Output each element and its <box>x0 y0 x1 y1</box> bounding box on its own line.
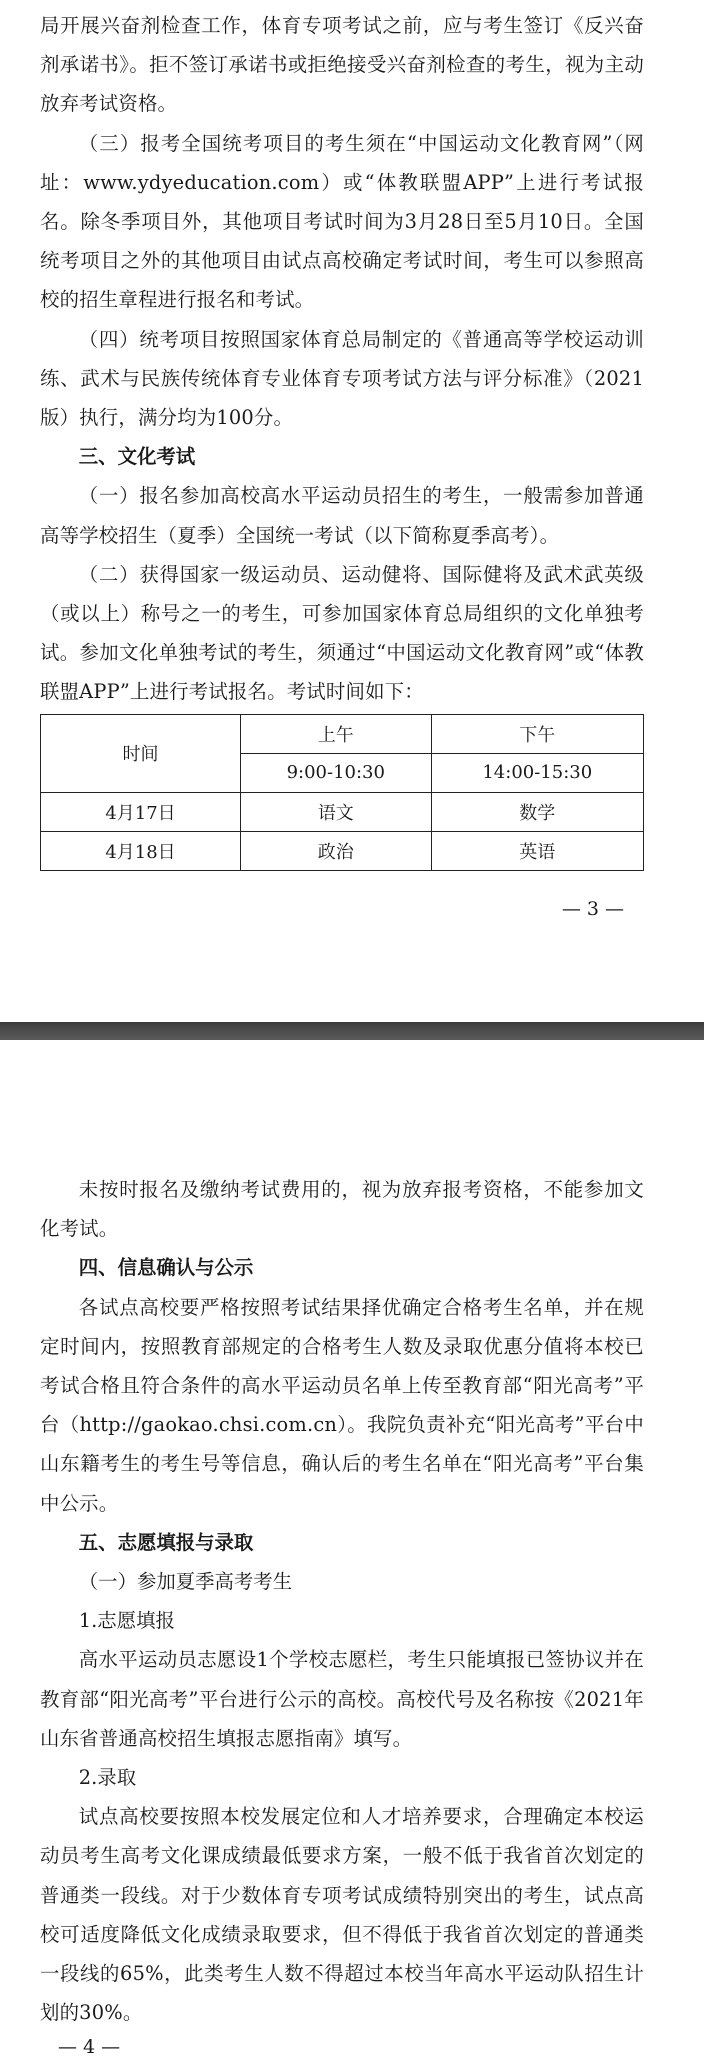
paragraph: （四）统考项目按照国家体育总局制定的《普通高等学校运动训练、武术与民族传统体育专业体育专项考试方法与评分标准》（2021版）执行，满分均为100分。 <box>40 327 644 430</box>
table-cell-subject: 数学 <box>431 792 643 831</box>
page-number: — 4 — <box>58 2036 121 2058</box>
table-row <box>41 792 644 831</box>
section-heading: 四、信息确认与公示 <box>78 1256 254 1280</box>
page-content <box>40 1170 644 2032</box>
paragraph: （二）获得国家一级运动员、运动健将、国际健将及武术武英级（或以上）称号之一的考生，可参加国家体育总局组织的文化单独考试。参加文化单独考试的考生，须通过“中国运动文化教育网”或“体教联盟APP”上进行考试报名。考试时间如下： <box>40 562 644 704</box>
page-number: — 3 — <box>561 898 624 920</box>
table-afternoon-time: 14:00-15:30 <box>431 753 643 792</box>
table-header-afternoon: 下午 <box>431 714 643 753</box>
table-header-morning: 上午 <box>241 714 432 753</box>
paragraph: 局开展兴奋剂检查工作，体育专项考试之前，应与考生签订《反兴奋剂承诺书》。拒不签订承诺书或拒绝接受兴奋剂检查的考生，视为主动放弃考试资格。 <box>40 14 644 116</box>
subsection-heading: 2.录取 <box>78 1766 137 1790</box>
table-cell-subject: 政治 <box>241 831 432 870</box>
subsection-heading: 1.志愿填报 <box>78 1609 175 1633</box>
table-header-time: 时间 <box>41 714 241 792</box>
table-cell-date: 4月18日 <box>41 831 241 870</box>
paragraph: 各试点高校要严格按照考试结果择优确定合格考生名单，并在规定时间内，按照教育部规定的合格考生人数及录取优惠分值将本校已考试合格且符合条件的高水平运动员名单上传至教育部“阳光高考”平台（http://gaokao.chsi.com.cn）。我院负责补充“阳光高考”平台中山东籍考生的考生号等信息，确认后的考生名单在“阳光高考”平台集中公示。 <box>40 1295 644 1515</box>
page-content <box>40 6 644 871</box>
subsection-heading: （一）参加夏季高考考生 <box>78 1570 293 1594</box>
table-cell-date: 4月17日 <box>41 792 241 831</box>
section-heading: 三、文化考试 <box>78 445 196 469</box>
table-cell-subject: 英语 <box>431 831 643 870</box>
page-separator <box>0 1022 704 1040</box>
paragraph: （三）报考全国统考项目的考生须在“中国运动文化教育网”（网址：www.ydyeducation.com）或“体教联盟APP”上进行考试报名。除冬季项目外，其他项目考试时间为3月28日至5月10日。全国统考项目之外的其他项目由试点高校确定考试时间，考生可以参照高校的招生章程进行报名和考试。 <box>40 131 644 312</box>
document-page-4 <box>0 1040 704 2072</box>
table-cell-subject: 语文 <box>241 792 432 831</box>
table-morning-time: 9:00-10:30 <box>241 753 432 792</box>
paragraph: （一）报名参加高校高水平运动员招生的考生，一般需参加普通高等学校招生（夏季）全国统一考试（以下简称夏季高考）。 <box>40 484 644 547</box>
table-row <box>41 714 644 753</box>
table-row <box>41 831 644 870</box>
paragraph: 试点高校要按照本校发展定位和人才培养要求，合理确定本校运动员考生高考文化课成绩最低要求方案，一般不低于我省首次划定的普通类一段线。对于少数体育专项考试成绩特别突出的考生，试点高校可适度降低文化成绩录取要求，但不得低于我省首次划定的普通类一段线的65%，此类考生人数不得超过本校当年高水平运动队招生计划的30%。 <box>40 1805 644 2025</box>
paragraph: 高水平运动员志愿设1个学校志愿栏，考生只能填报已签协议并在教育部“阳光高考”平台进行公示的高校。高校代号及名称按《2021年山东省普通高校招生填报志愿指南》填写。 <box>40 1648 644 1750</box>
exam-schedule-table <box>40 714 644 871</box>
section-heading: 五、志愿填报与录取 <box>78 1530 254 1554</box>
document-page-3 <box>0 0 704 1022</box>
paragraph: 未按时报名及缴纳考试费用的，视为放弃报考资格，不能参加文化考试。 <box>40 1178 644 1241</box>
